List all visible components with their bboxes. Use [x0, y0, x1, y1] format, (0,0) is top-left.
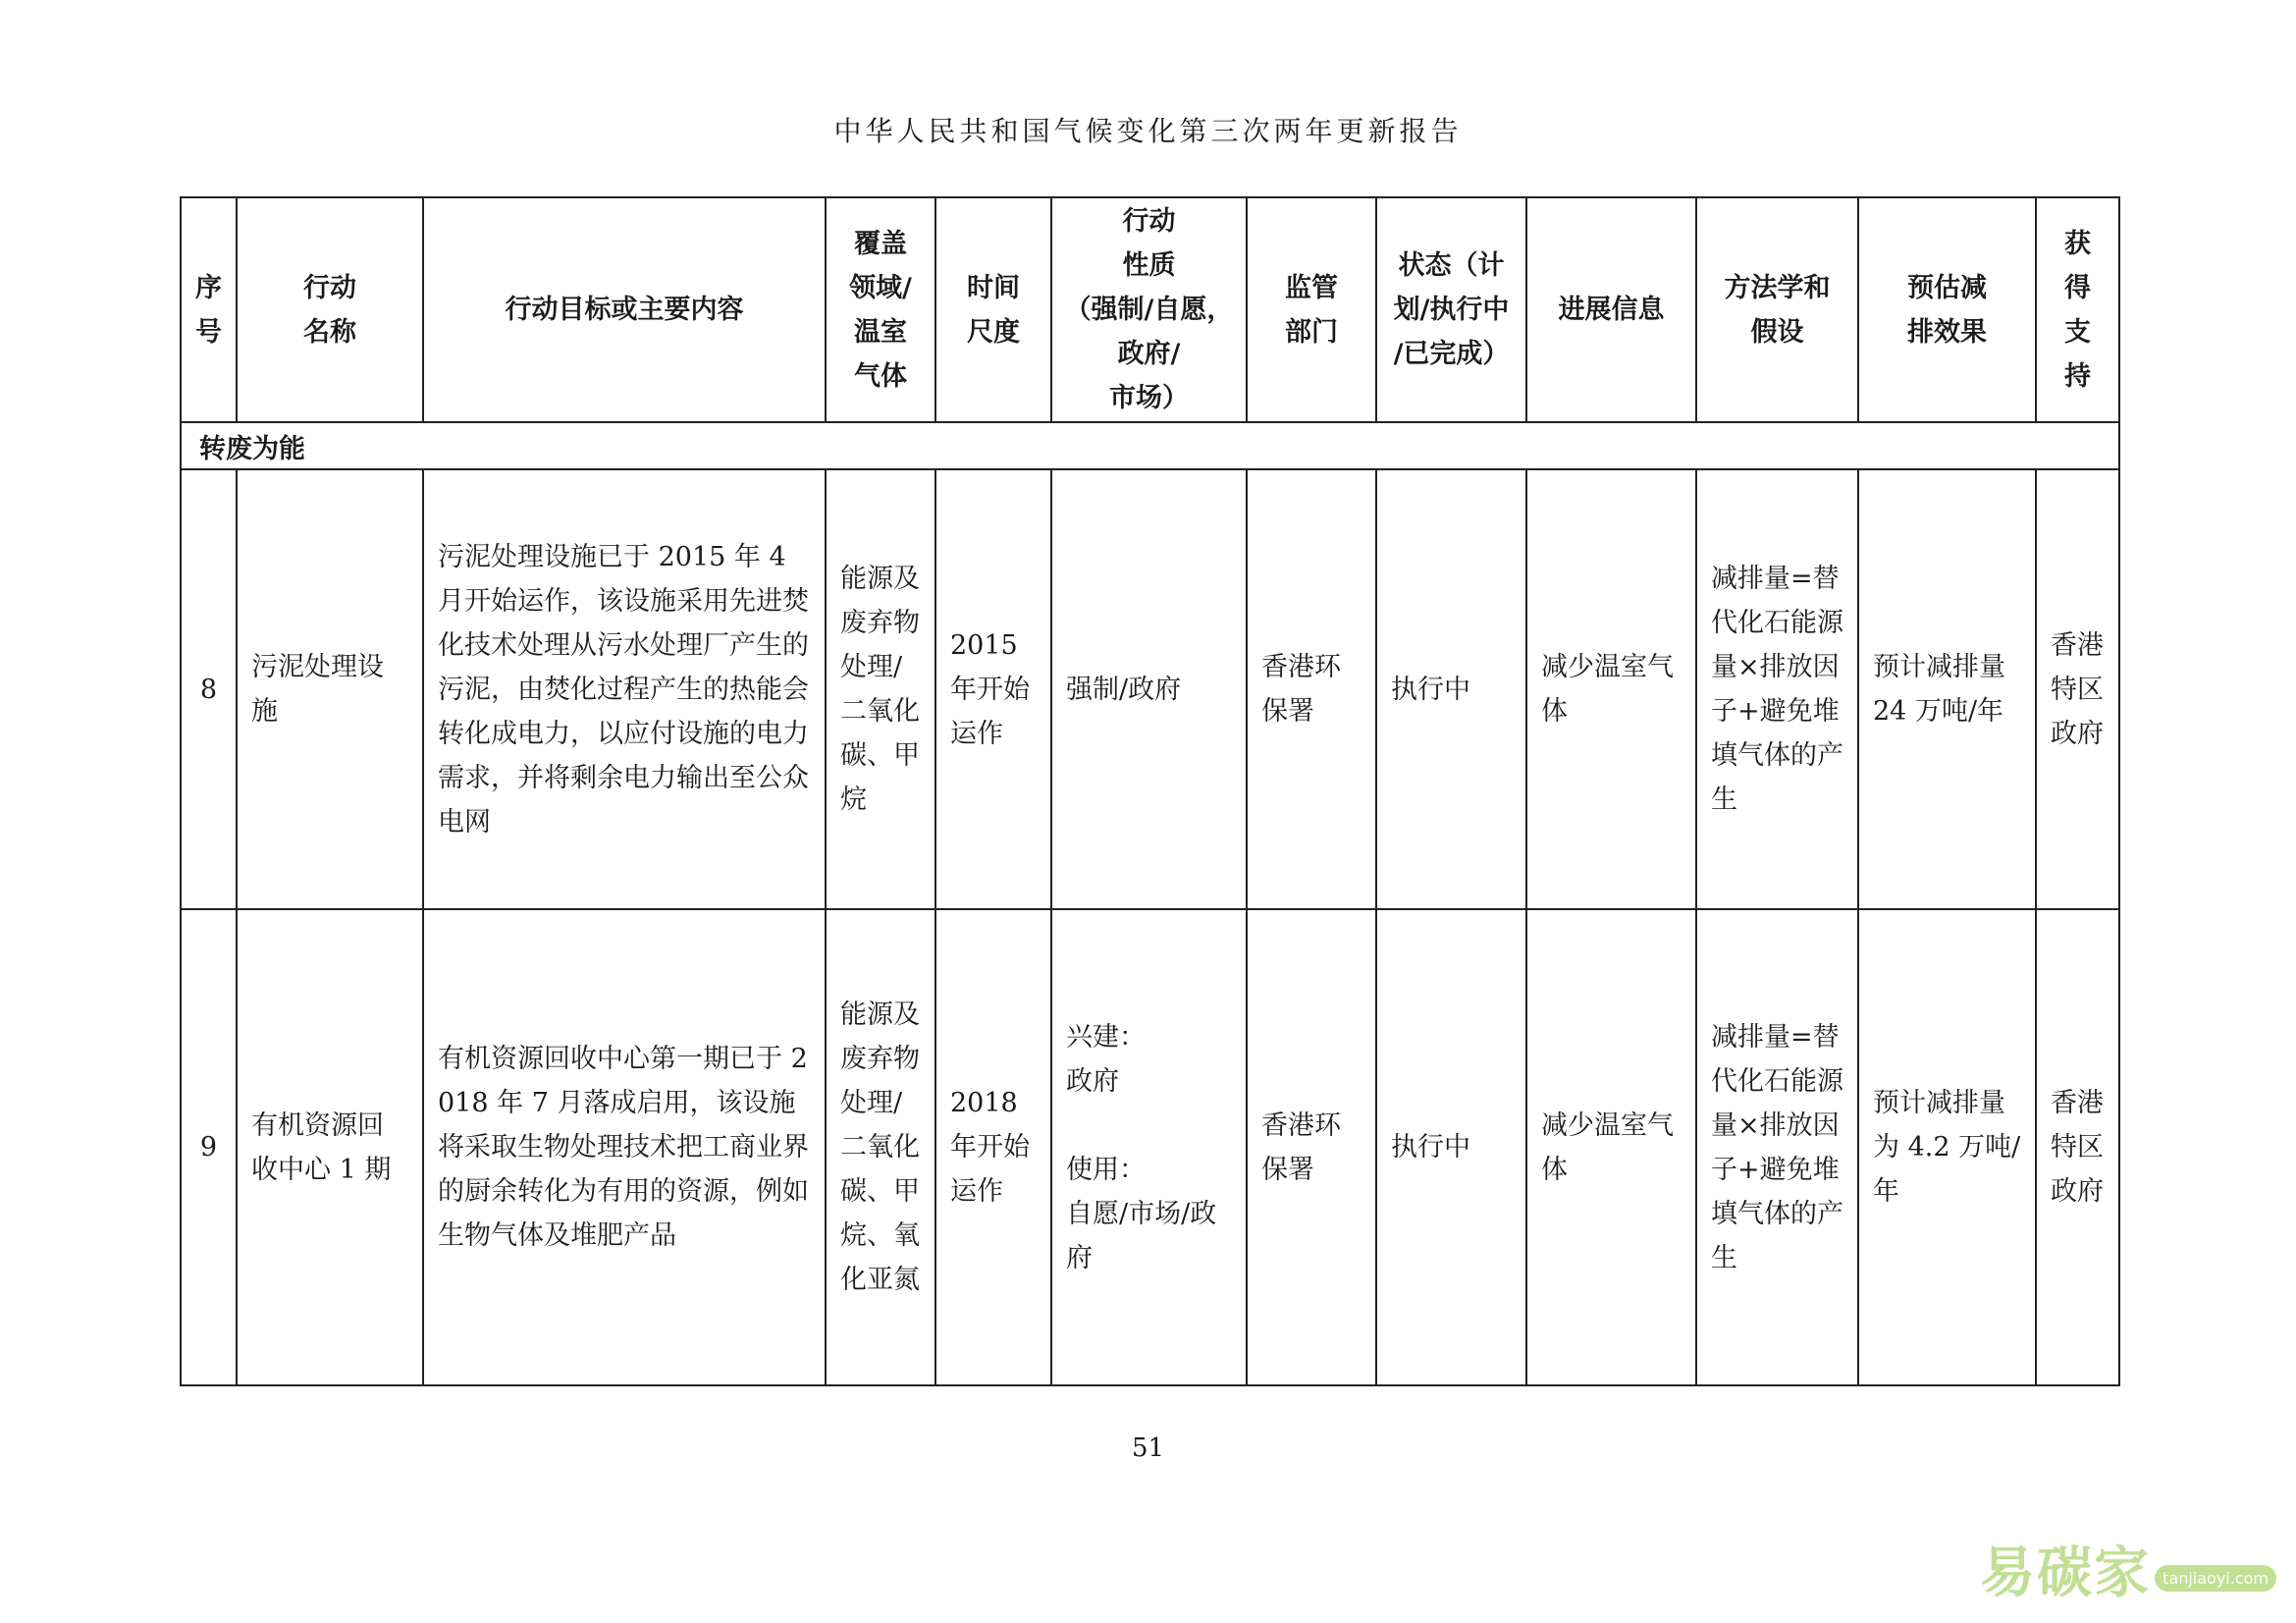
- page-header: 中华人民共和国气候变化第三次两年更新报告: [833, 115, 1463, 147]
- cell-progress: 减少温室气体: [1526, 909, 1696, 1385]
- header-cell-support: 获 得 支 持: [2036, 197, 2119, 422]
- cell-support: 香港特区政府: [2036, 469, 2119, 909]
- cell-timescale: 2018 年开始运作: [935, 909, 1051, 1385]
- cell-progress: 减少温室气体: [1526, 469, 1696, 909]
- cell-method: 减排量=替代化石能源量×排放因子+避免堆填气体的产生: [1696, 909, 1858, 1385]
- cell-dept: 香港环保署: [1247, 909, 1376, 1385]
- cell-support: 香港特区政府: [2036, 909, 2119, 1385]
- cell-name: 污泥处理设施: [237, 469, 423, 909]
- actions-table: [180, 196, 2120, 1386]
- watermark-text: 易碳家: [1980, 1542, 2152, 1605]
- cell-seq: 9: [181, 909, 237, 1385]
- cell-status: 执行中: [1376, 469, 1526, 909]
- table-row: [181, 909, 2119, 1385]
- cell-nature: 强制/政府: [1051, 469, 1247, 909]
- section-title: 转废为能: [181, 422, 2119, 469]
- header-cell-seq: 序 号: [181, 197, 237, 422]
- cell-dept: 香港环保署: [1247, 469, 1376, 909]
- header-cell-coverage: 覆盖 领域/ 温室 气体: [826, 197, 935, 422]
- cell-name: 有机资源回收中心 1 期: [237, 909, 423, 1385]
- cell-nature: 兴建： 政府 使用： 自愿/市场/政府: [1051, 909, 1247, 1385]
- cell-content: 有机资源回收中心第一期已于 2018 年 7 月落成启用，该设施将采取生物处理技术把工商业界的厨余转化为有用的资源，例如生物气体及堆肥产品: [423, 909, 826, 1385]
- watermark-url: tanjiaoyi.com: [2155, 1565, 2276, 1592]
- header-cell-dept: 监管 部门: [1247, 197, 1376, 422]
- header-cell-name: 行动 名称: [237, 197, 423, 422]
- cell-coverage: 能源及废弃物处理/二氧化碳、甲烷、氧化亚氮: [826, 909, 935, 1385]
- header-cell-content: 行动目标或主要内容: [423, 197, 826, 422]
- cell-status: 执行中: [1376, 909, 1526, 1385]
- cell-timescale: 2015 年开始运作: [935, 469, 1051, 909]
- section-row: [181, 422, 2119, 469]
- cell-content: 污泥处理设施已于 2015 年 4 月开始运作，该设施采用先进焚化技术处理从污水处理厂产生的污泥，由焚化过程产生的热能会转化成电力，以应付设施的电力需求，并将剩余电力输出至公众电网: [423, 469, 826, 909]
- cell-effect: 预计减排量 24 万吨/年: [1858, 469, 2036, 909]
- header-cell-timescale: 时间 尺度: [935, 197, 1051, 422]
- watermark-logo: [1980, 1530, 2276, 1608]
- header-cell-effect: 预估减 排效果: [1858, 197, 2036, 422]
- cell-seq: 8: [181, 469, 237, 909]
- page-number: 51: [1131, 1434, 1165, 1463]
- header-cell-progress: 进展信息: [1526, 197, 1696, 422]
- header-cell-method: 方法学和 假设: [1696, 197, 1858, 422]
- cell-effect: 预计减排量为 4.2 万吨/年: [1858, 909, 2036, 1385]
- cell-method: 减排量=替代化石能源量×排放因子+避免堆填气体的产生: [1696, 469, 1858, 909]
- table-header-row: [181, 197, 2119, 422]
- cell-coverage: 能源及废弃物处理/二氧化碳、甲烷: [826, 469, 935, 909]
- header-cell-nature: 行动 性质 （强制/自愿， 政府/ 市场）: [1051, 197, 1247, 422]
- header-cell-status: 状态（计 划/执行中 /已完成）: [1376, 197, 1526, 422]
- table-row: [181, 469, 2119, 909]
